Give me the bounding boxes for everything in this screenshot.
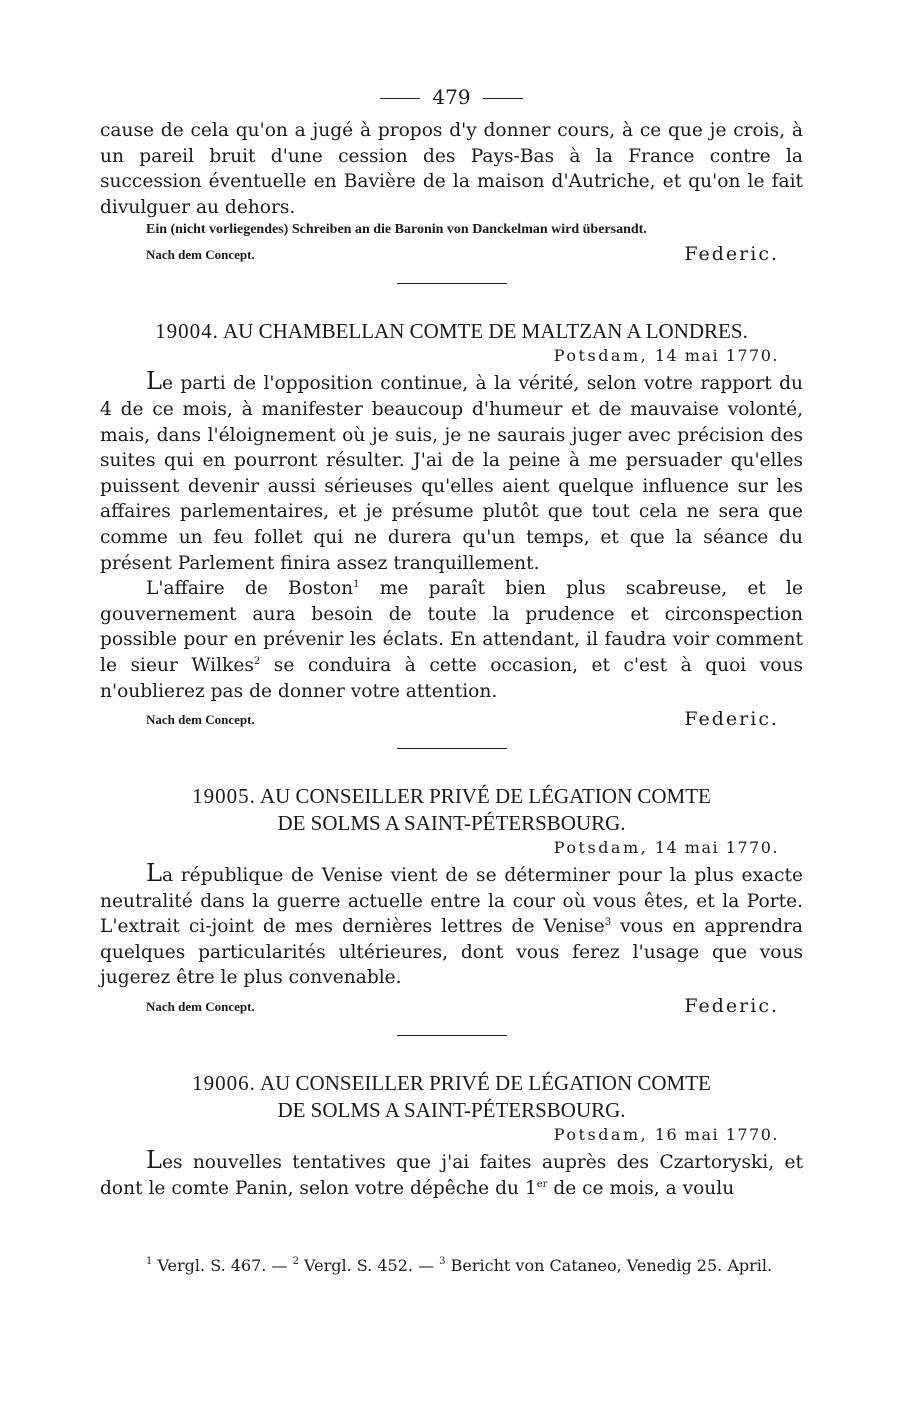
paragraph-text: es nouvelles tentatives que j'ai faites auprès des Czartoryski, et dont le comte Panin, selon votre dépêche du 1 (100, 1152, 803, 1199)
letter-place: Potsdam, (553, 1125, 649, 1145)
signature-row (100, 239, 803, 267)
paragraph-text: de ce mois, a voulu (547, 1177, 735, 1199)
drop-initial: L (146, 1146, 162, 1175)
footnote-text: Vergl. S. 452. (304, 1256, 413, 1275)
header-rule-right (483, 98, 523, 99)
page-body (100, 82, 803, 1201)
footnote-separator: — (418, 1256, 435, 1275)
source-note: Nach dem Concept. (146, 712, 255, 728)
section-divider (397, 283, 507, 284)
footnote-mark: 1 (146, 1256, 153, 1267)
footnote-separator: — (271, 1256, 288, 1275)
footnote-mark: 3 (439, 1256, 446, 1267)
letter-place: Potsdam, (553, 346, 649, 366)
source-note: Nach dem Concept. (146, 999, 255, 1015)
signature: Federic. (684, 708, 779, 731)
letter-number: 19006. (192, 1071, 256, 1096)
header-rule-left (380, 98, 420, 99)
footnote-ref: 3 (604, 917, 612, 929)
signature: Federic. (684, 243, 779, 266)
section-divider (397, 748, 507, 749)
letter-heading (100, 318, 803, 345)
footnote-ref: 1 (353, 579, 360, 591)
drop-initial: L (146, 859, 162, 888)
editorial-note: Ein (nicht vorliegendes) Schreiben an die Baronin von Danckelman wird übersandt. (146, 222, 647, 238)
letter-date: 14 mai 1770. (654, 346, 779, 366)
letter-title-continued: DE SOLMS A SAINT-PÉTERSBOURG. (277, 811, 626, 836)
footnote-text: Bericht von Cataneo, Venedig 25. April. (450, 1256, 773, 1275)
ordinal-suffix: er (536, 1178, 548, 1190)
letter-dateline (100, 345, 803, 367)
signature-row (100, 704, 803, 732)
paragraph-text: se conduira à cette occasion, et c'est à quoi vous n'oublierez pas de donner votre attention. (100, 654, 803, 702)
letter-date: 14 mai 1770. (654, 838, 779, 858)
page-number: 479 (432, 85, 471, 109)
paragraph-text: vous en apprendra quelques particularités ultérieures, dont vous ferez l'usage que vous jugerez être le plus convenable. (100, 916, 803, 989)
paragraph-text: a république de Venise vient de se déterminer pour la plus exacte neutralité dans la guerre actuelle entre la cour où vous êtes, et la Porte. L'extrait ci-joint de mes dernières lettres de Venise (100, 865, 803, 938)
drop-initial: L (146, 367, 162, 396)
letter-title: AU CONSEILLER PRIVÉ DE LÉGATION COMTE (259, 1071, 711, 1096)
paragraph-text: me paraît bien plus scabreuse, et le gouvernement aura besoin de toute la prudence et circonspection possible pour en prévenir les éclats. En attendant, il faudra voir comment le sieur Wilkes (100, 578, 803, 676)
page-header (100, 82, 803, 112)
letter-date: 16 mai 1770. (654, 1125, 779, 1145)
signature: Federic. (684, 995, 779, 1018)
footnote-text: Vergl. S. 467. (157, 1256, 267, 1275)
footnote-ref: 2 (253, 655, 261, 667)
letter-number: 19005. (192, 784, 256, 809)
section-divider (397, 1035, 507, 1036)
signature-row (100, 991, 803, 1019)
footnotes (100, 1254, 803, 1277)
letter-dateline (100, 1124, 803, 1146)
letter-dateline (100, 837, 803, 859)
letter-paragraph (100, 576, 803, 704)
paragraph-text: e parti de l'opposition continue, à la vérité, selon votre rapport du 4 de ce mois, à manifester beaucoup d'humeur et de mauvaise volonté, mais, dans l'éloignement où je suis, je ne saurais juger avec précision des suites qui en pourront résulter. J'ai de la peine à me persuader qu'elles puissent devenir aussi sérieuses qu'elles aient quelque influence sur les affaires parlementaires, et je présume plutôt que tout cela ne sera que comme un feu follet qui ne durera qu'un temps, et que la séance du présent Parlement finira assez tranquillement. (100, 373, 803, 574)
continuation-paragraph: cause de cela qu'on a jugé à propos d'y donner cours, à ce que je crois, à un pareil bruit d'une cession des Pays-Bas à la France contre la succession éventuelle en Bavière de la maison d'Autriche, et qu'on le fait divulguer au dehors. (100, 120, 803, 218)
letter-title: AU CHAMBELLAN COMTE DE MALTZAN A LONDRES. (223, 319, 748, 344)
letter-number: 19004. (155, 319, 219, 344)
letter-paragraph (100, 861, 803, 991)
letter-paragraph (100, 1148, 803, 1201)
footnote-mark: 2 (292, 1256, 299, 1267)
letter-title: AU CONSEILLER PRIVÉ DE LÉGATION COMTE (259, 784, 711, 809)
paragraph-text: L'affaire de Boston (146, 578, 354, 600)
letter-heading (100, 1070, 803, 1124)
letter-title-continued: DE SOLMS A SAINT-PÉTERSBOURG. (277, 1098, 626, 1123)
letter-paragraph (100, 369, 803, 576)
letter-place: Potsdam, (553, 838, 649, 858)
letter-heading (100, 783, 803, 837)
source-note: Nach dem Concept. (146, 247, 255, 263)
